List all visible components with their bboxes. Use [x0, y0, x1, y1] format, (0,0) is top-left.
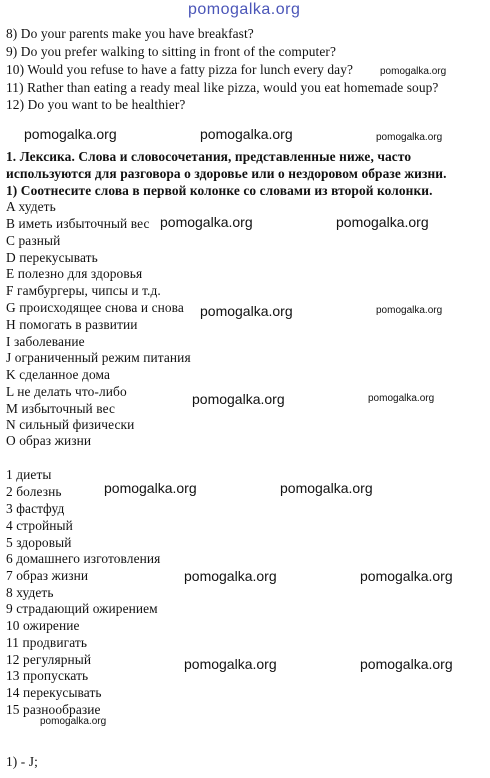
section-title: 1. Лексика. Слова и словосочетания, представленные ниже, часто: [6, 149, 412, 164]
watermark: pomogalka.org: [336, 214, 429, 230]
column1-item: O образ жизни: [6, 433, 92, 448]
column2-item: 13 пропускать: [6, 668, 89, 683]
column1-item: L не делать что-либо: [6, 384, 127, 399]
column1-item: D перекусывать: [6, 250, 98, 265]
column1-item: C разный: [6, 233, 61, 248]
watermark: pomogalka.org: [104, 480, 197, 496]
column1-item: B иметь избыточный вес: [6, 216, 150, 231]
column2-item: 10 ожирение: [6, 618, 80, 633]
question-8: 8) Do your parents make you have breakfast?: [6, 26, 254, 41]
column2-item: 15 разнообразие: [6, 702, 101, 717]
column1-item: J ограниченный режим питания: [6, 350, 191, 365]
answer-line: 1) - J;: [6, 754, 38, 769]
column1-item: K сделанное дома: [6, 367, 111, 382]
watermark: pomogalka.org: [160, 214, 253, 230]
question-10: 10) Would you refuse to have a fatty pizza for lunch every day?: [6, 62, 354, 77]
column2-item: 1 диеты: [6, 467, 52, 482]
watermark: pomogalka.org: [200, 303, 293, 319]
watermark: pomogalka.org: [360, 568, 453, 584]
column2-item: 9 страдающий ожирением: [6, 601, 158, 616]
watermark: pomogalka.org: [40, 716, 107, 727]
watermark: pomogalka.org: [24, 126, 117, 142]
column1-item: N сильный физически: [6, 417, 135, 432]
watermark: pomogalka.org: [184, 656, 277, 672]
column2-item: 2 болезнь: [6, 484, 62, 499]
watermark: pomogalka.org: [200, 126, 293, 142]
column1-item: G происходящее снова и снова: [6, 300, 184, 315]
watermark: pomogalka.org: [376, 132, 443, 143]
column2-item: 14 перекусывать: [6, 685, 102, 700]
watermark: pomogalka.org: [376, 305, 443, 316]
column1-item: A худеть: [6, 199, 56, 214]
column1-item: I заболевание: [6, 334, 85, 349]
watermark: pomogalka.org: [368, 393, 435, 404]
header-watermark: pomogalka.org: [188, 1, 301, 18]
section-task: 1) Соотнесите слова в первой колонке со словами из второй колонки.: [6, 183, 433, 198]
watermark: pomogalka.org: [360, 656, 453, 672]
column1-item: E полезно для здоровья: [6, 266, 143, 281]
watermark: pomogalka.org: [184, 568, 277, 584]
column2-item: 12 регулярный: [6, 652, 92, 667]
column1-item: M избыточный вес: [6, 401, 116, 416]
column2-item: 11 продвигать: [6, 635, 88, 650]
question-9: 9) Do you prefer walking to sitting in front of the computer?: [6, 44, 336, 59]
watermark: pomogalka.org: [380, 66, 447, 77]
column2-item: 5 здоровый: [6, 535, 72, 550]
question-12: 12) Do you want to be healthier?: [6, 97, 186, 112]
column1-item: F гамбургеры, чипсы и т.д.: [6, 283, 161, 298]
column2-item: 4 стройный: [6, 518, 73, 533]
question-11: 11) Rather than eating a ready meal like pizza, would you eat homemade soup?: [6, 80, 439, 95]
watermark: pomogalka.org: [192, 391, 285, 407]
column2-item: 7 образ жизни: [6, 568, 89, 583]
section-title-line2: используются для разговора о здоровье или о нездоровом образе жизни.: [6, 166, 447, 181]
column1-item: H помогать в развитии: [6, 317, 138, 332]
watermark: pomogalka.org: [280, 480, 373, 496]
column2-item: 8 худеть: [6, 585, 54, 600]
column2-item: 6 домашнего изготовления: [6, 551, 161, 566]
column2-item: 3 фастфуд: [6, 501, 65, 516]
